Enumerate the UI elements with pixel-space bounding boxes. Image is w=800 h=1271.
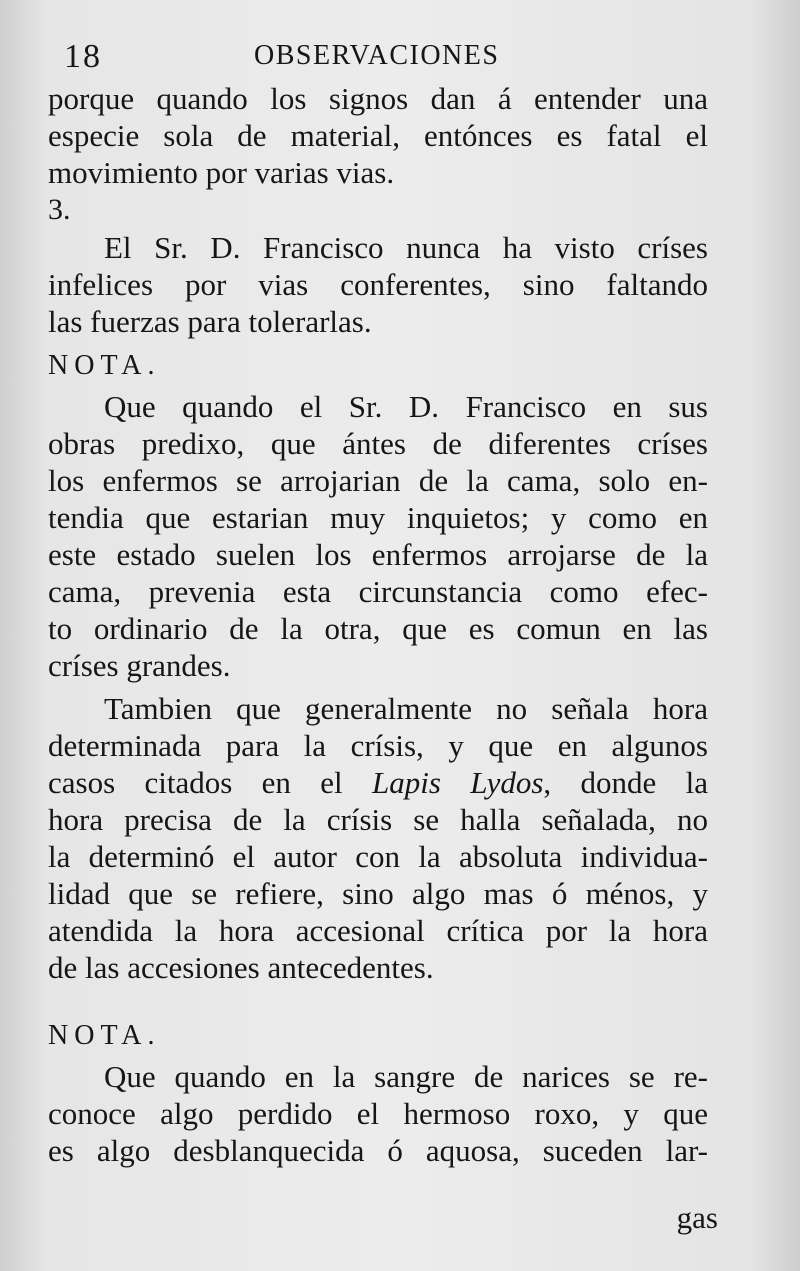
text-line: los enfermos se arrojarian de la cama, solo en- <box>48 463 708 498</box>
text-line: es algo desblanquecida ó aquosa, suceden lar- <box>48 1133 708 1168</box>
text-line: la determinó el autor con la absoluta individua- <box>48 839 708 874</box>
italic-title: Lapis Lydos <box>372 765 544 800</box>
text-line: obras predixo, que ántes de diferentes críses <box>48 426 708 461</box>
text-line: Tambien que generalmente no señala hora <box>104 691 708 726</box>
text-line: conoce algo perdido el hermoso roxo, y que <box>48 1096 708 1131</box>
text-segment: , donde la <box>543 765 709 800</box>
text-line: tendia que estarian muy inquietos; y como en <box>48 500 708 535</box>
section-number: 3. <box>48 193 71 226</box>
text-line: cama, prevenia esta circunstancia como efec- <box>48 574 708 609</box>
text-line: porque quando los signos dan á entender una <box>48 81 708 116</box>
text-line: Que quando en la sangre de narices se re- <box>104 1059 708 1094</box>
text-line: lidad que se refiere, sino algo mas ó ménos, y <box>48 876 708 911</box>
text-line: determinada para la crísis, y que en algunos <box>48 728 708 763</box>
text-line: to ordinario de la otra, que es comun en las <box>48 611 708 646</box>
running-title: OBSERVACIONES <box>254 40 500 71</box>
nota-heading: NOTA. <box>48 1020 161 1051</box>
text-line: infelices por vias conferentes, sino faltando <box>48 267 708 302</box>
text-line: atendida la hora accesional crítica por la hora <box>48 913 708 948</box>
text-line: El Sr. D. Francisco nunca ha visto críses <box>104 230 708 265</box>
text-segment: casos citados en el <box>48 765 372 800</box>
text-line: Que quando el Sr. D. Francisco en sus <box>104 389 708 424</box>
text-line: críses grandes. <box>48 648 231 683</box>
text-line: de las accesiones antecedentes. <box>48 950 434 985</box>
page-header <box>64 38 710 84</box>
text-line <box>48 764 708 801</box>
nota-heading: NOTA. <box>48 350 161 381</box>
catchword: gas <box>676 1200 718 1235</box>
text-line: este estado suelen los enfermos arrojarse de la <box>48 537 708 572</box>
text-line: movimiento por varias vias. <box>48 155 395 190</box>
text-line: especie sola de material, entónces es fatal el <box>48 118 708 153</box>
text-line: hora precisa de la crísis se halla señalada, no <box>48 802 708 837</box>
text-line: las fuerzas para tolerarlas. <box>48 304 372 339</box>
page-number: 18 <box>64 38 102 75</box>
page-body <box>48 80 708 1169</box>
